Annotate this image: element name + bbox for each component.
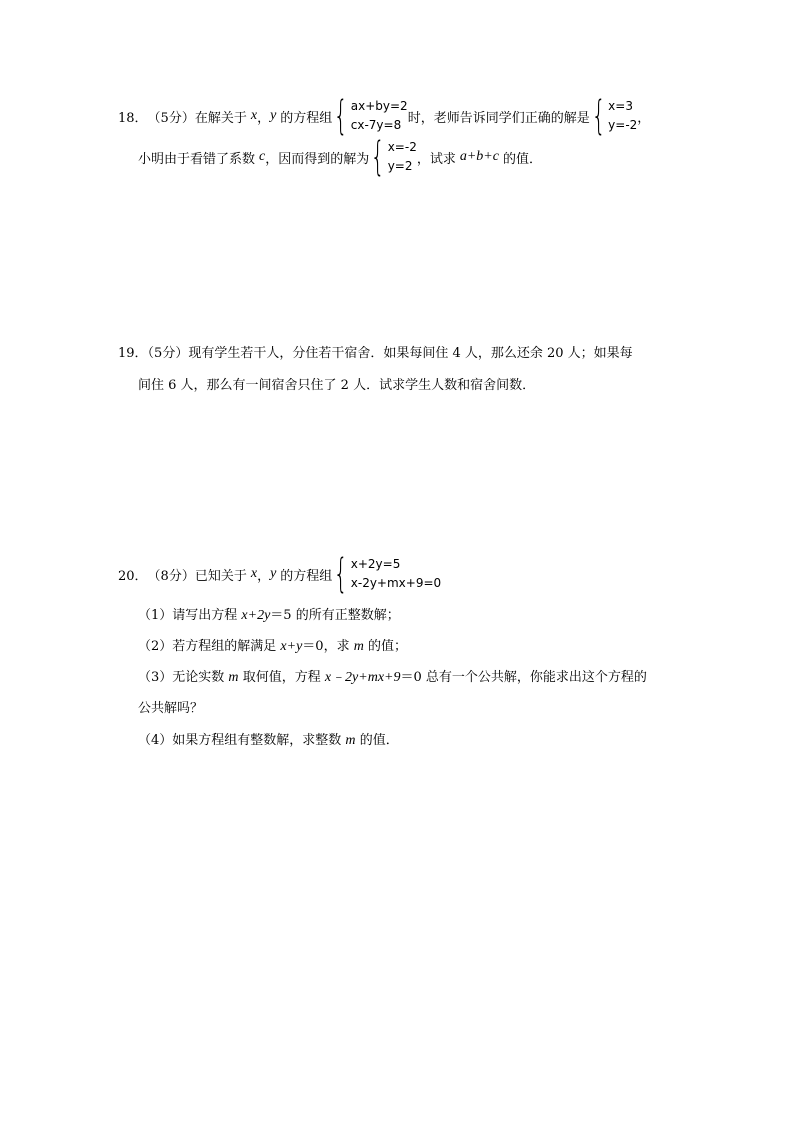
q19-number: 19．: [118, 346, 148, 361]
left-brace-icon: {: [370, 134, 385, 180]
q19-text-line1: 现有学生若干人，分住若干宿舍．如果每间住 4 人，那么还余 20 人；如果每: [188, 346, 633, 361]
q20-p4-var-m: m: [345, 733, 356, 748]
q18-equation-system: [332, 93, 408, 139]
q18-sys3-eq1: x=-2: [387, 140, 417, 154]
question-18-line2: [138, 134, 542, 180]
q18-expression: a+b+c: [459, 149, 499, 164]
q18-comma: ，: [257, 110, 271, 126]
q18-wrong-solution: [369, 134, 417, 180]
q18-sys1-eq2: cx-7y=8: [350, 118, 402, 132]
q18-sys3-eq2: y=2: [387, 159, 413, 173]
q18-line2-text-3: ，试求: [416, 151, 456, 167]
q18-sys2-eq1: x=3: [608, 99, 633, 113]
question-18-line1: [118, 93, 651, 139]
q18-line2-text-2: ，因而得到的解为: [265, 151, 370, 167]
q20-p1-text-a: （1）请写出方程: [138, 608, 238, 623]
q20-p2-expression: x+y: [280, 639, 303, 654]
q18-score: （5分）: [147, 110, 195, 126]
q20-var-y: y: [270, 566, 277, 581]
question-20-line1: [118, 551, 442, 597]
q18-correct-solution: [590, 93, 638, 139]
q20-part-3-line1: [138, 666, 647, 686]
q20-p3-text-b: 取何值，方程: [242, 670, 321, 685]
q20-p3-line2: 公共解吗？: [138, 701, 204, 716]
q20-sys-eq2: x-2y+mx+9=0: [350, 576, 442, 590]
q20-p1-expression: x+2y: [241, 608, 271, 623]
q20-part-2: [138, 635, 407, 655]
q20-number: 20．: [118, 568, 148, 584]
q20-p4-text-a: （4）如果方程组有整数解，求整数: [138, 733, 342, 748]
q20-text-2: 的方程组: [280, 568, 333, 584]
q20-comma: ，: [257, 568, 271, 584]
left-brace-icon: {: [334, 93, 349, 139]
q19-text-line2: 间住 6 人，那么有一间宿舍只住了 2 人．试求学生人数和宿舍间数．: [138, 378, 536, 393]
q18-text-2: 的方程组: [280, 110, 333, 126]
q20-p2-text-b: ＝0，求: [302, 639, 350, 654]
q20-text-1: 已知关于: [194, 568, 247, 584]
q20-sys-eq1: x+2y=5: [350, 557, 401, 571]
q18-line2-text-1: 小明由于看错了系数: [138, 151, 256, 167]
q18-text-4: ，: [637, 110, 651, 126]
q18-text-1: 在解关于: [194, 110, 247, 126]
q20-part-3-line2: [138, 697, 203, 716]
q18-var-y: y: [270, 108, 277, 123]
left-brace-icon: {: [334, 551, 349, 597]
q20-p3-var-m: m: [228, 670, 239, 685]
q20-p2-var-m: m: [353, 639, 364, 654]
q20-p4-text-b: 的值．: [359, 733, 399, 748]
q18-text-3: 时，老师告诉同学们正确的解是: [407, 110, 590, 126]
left-brace-icon: {: [591, 93, 606, 139]
q20-part-4: [138, 729, 399, 749]
q18-var-x: x: [250, 108, 258, 123]
q18-var-c: c: [259, 149, 266, 164]
q20-p3-text-c: ＝0 总有一个公共解，你能求出这个方程的: [400, 670, 647, 685]
q20-score: （8分）: [147, 568, 195, 584]
q18-number: 18．: [118, 110, 148, 126]
q20-p1-text-b: ＝5 的所有正整数解；: [270, 608, 400, 623]
q20-part-1: [138, 604, 400, 624]
question-19-line2: [138, 374, 535, 393]
q20-equation-system: [332, 551, 442, 597]
q20-var-x: x: [250, 566, 258, 581]
q20-p3-text-a: （3）无论实数: [138, 670, 225, 685]
q20-p2-text-a: （2）若方程组的解满足: [138, 639, 277, 654]
q18-line2-text-4: 的值．: [502, 151, 542, 167]
q18-sys2-eq2: y=-2: [608, 118, 638, 132]
q18-sys1-eq1: ax+by=2: [350, 99, 408, 113]
q20-p2-text-c: 的值；: [367, 639, 407, 654]
q20-p3-expression: x﹣2y+mx+9: [324, 670, 401, 685]
q19-score: （5分）: [147, 346, 189, 361]
question-19-line1: [118, 342, 633, 361]
